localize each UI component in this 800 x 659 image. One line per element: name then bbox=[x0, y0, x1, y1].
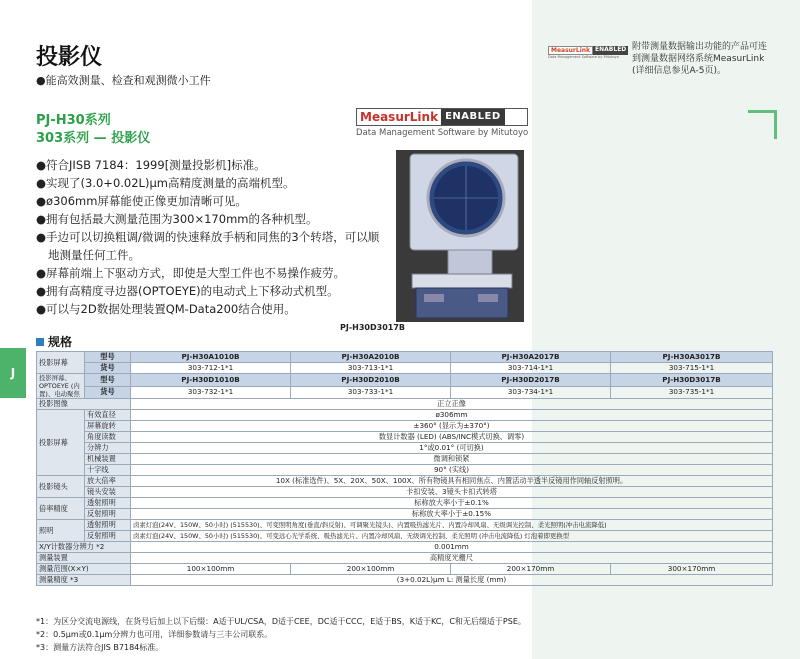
table-row bbox=[37, 509, 773, 520]
row-label: 测量范围(X×Y) bbox=[37, 564, 131, 575]
side-note bbox=[632, 41, 782, 77]
code-cell: 303-732-1*1 bbox=[131, 386, 291, 399]
feature-item: ●拥有包括最大测量范围为300×170mm的各种机型。 bbox=[36, 212, 318, 226]
row-label: 放大倍率 bbox=[85, 476, 131, 487]
side-note-line: (详细信息参见A-5页)。 bbox=[632, 66, 726, 76]
side-note-line: 到测量数据网络系统MeasurLink bbox=[632, 54, 765, 64]
row-value: 数显计数器 (LED) (ABS/INC模式切换、调零) bbox=[131, 432, 773, 443]
projector-illustration bbox=[396, 150, 524, 322]
feature-item: ●符合JISB 7184：1999[测量投影机]标准。 bbox=[36, 158, 266, 172]
profile-projector-image bbox=[396, 150, 524, 322]
row-value: 1°或0.01° (可切换) bbox=[131, 443, 773, 454]
row-label: 镜头安装 bbox=[85, 487, 131, 498]
row-value: 10X (标准选件)、5X、20X、50X、100X、所有物镜具有相同焦点、内置活动半透半反镜用作同轴反射照明。 bbox=[131, 476, 773, 487]
feature-item: ●可以与2D数据处理装置QM-Data200结合使用。 bbox=[36, 302, 296, 316]
page-subtitle: ●能高效测量、检查和观测微小工件 bbox=[36, 74, 211, 87]
code-cell: 303-713-1*1 bbox=[291, 363, 451, 374]
row-label: 有效直径 bbox=[85, 410, 131, 421]
row-value: 200×170mm bbox=[451, 564, 611, 575]
code-cell: 303-734-1*1 bbox=[451, 386, 611, 399]
row-value: ±360° (显示为±370°) bbox=[131, 421, 773, 432]
model-cell: PJ-H30A2010B bbox=[291, 352, 451, 363]
row-label: 角度读数 bbox=[85, 432, 131, 443]
row-label: 反射照明 bbox=[85, 509, 131, 520]
row-value: 100×100mm bbox=[131, 564, 291, 575]
table-row bbox=[37, 520, 773, 531]
footnote: *1：为区分交流电源线，在货号后加上以下后缀：A适于UL/CSA，D适于CEE，DC适于CCC，E适于BS，K适于KC，C和无后缀适于PSE。 bbox=[36, 617, 526, 626]
logo-tagline: Data Management Software by Mitutoyo bbox=[548, 55, 619, 59]
table-row bbox=[37, 443, 773, 454]
feature-item: ●手边可以切换粗调/微调的快速释放手柄和同焦的3个转塔，可以顺 bbox=[36, 230, 380, 244]
series-name: PJ-H30系列 bbox=[36, 113, 111, 128]
row-group-label: 照明 bbox=[37, 520, 85, 542]
row-value: 标称放大率小于±0.1% bbox=[131, 498, 773, 509]
spec-heading bbox=[36, 333, 72, 350]
measurlink-small-logo bbox=[548, 46, 627, 59]
code-cell: 303-733-1*1 bbox=[291, 386, 451, 399]
table-row bbox=[37, 553, 773, 564]
row-value: 微调和锁紧 bbox=[131, 454, 773, 465]
table-row bbox=[37, 454, 773, 465]
row-group-label: 投影屏幕 bbox=[37, 410, 85, 476]
row-label: 屏幕旋转 bbox=[85, 421, 131, 432]
row-value: 正立正像 bbox=[131, 399, 773, 410]
table-row bbox=[37, 410, 773, 421]
feature-item: 地测量任何工件。 bbox=[48, 248, 140, 262]
table-row bbox=[37, 542, 773, 553]
table-row bbox=[37, 465, 773, 476]
code-label: 货号 bbox=[85, 386, 131, 399]
table-row bbox=[37, 476, 773, 487]
model-cell: PJ-H30A2017B bbox=[451, 352, 611, 363]
row-value: 卡扣安装、3镜头卡扣式转塔 bbox=[131, 487, 773, 498]
side-note-line: 附带测量数据输出功能的产品可连 bbox=[632, 42, 768, 52]
model-label: 型号 bbox=[85, 352, 131, 363]
row-label: 反射照明 bbox=[85, 531, 131, 542]
page-title: 投影仪 bbox=[36, 45, 103, 70]
row-label: 测量精度 *3 bbox=[37, 575, 131, 586]
row-value: 0.001mm bbox=[131, 542, 773, 553]
row-value: 卤素灯泡(24V、150W、50小时) (515530)、可变照明角度(垂直/斜反射)、可调聚光镜头)、内置吸热滤光片、内置冷却风扇、无级调光控制、柔光照明(冲击电流降低) bbox=[131, 520, 773, 531]
row-value: 200×100mm bbox=[291, 564, 451, 575]
row-value: ø306mm bbox=[131, 410, 773, 421]
row-label: 机械装置 bbox=[85, 454, 131, 465]
row-value: 90° (实线) bbox=[131, 465, 773, 476]
row-label: 投影图像 bbox=[37, 399, 131, 410]
model-cell: PJ-H30D1010B bbox=[131, 374, 291, 387]
logo-brand: MeasurLink bbox=[357, 109, 441, 125]
row-value: 高精度光栅尺 bbox=[131, 553, 773, 564]
logo-badge: ENABLED bbox=[595, 46, 627, 53]
table-row bbox=[37, 374, 773, 387]
table-row bbox=[37, 564, 773, 575]
code-cell: 303-715-1*1 bbox=[611, 363, 773, 374]
table-row bbox=[37, 386, 773, 399]
row-value: 标称放大率小于±0.15% bbox=[131, 509, 773, 520]
series-name-sub: 303系列 — 投影仪 bbox=[36, 131, 151, 146]
footnote: *3：测量方法符合JIS B7184标准。 bbox=[36, 643, 164, 652]
feature-item: ●屏幕前端上下驱动方式，即使是大型工件也不易操作疲劳。 bbox=[36, 266, 346, 280]
logo-tagline: Data Management Software by Mitutoyo bbox=[356, 128, 529, 138]
row-group-label: 投影镜头 bbox=[37, 476, 85, 498]
row-label: 透射照明 bbox=[85, 498, 131, 509]
model-cell: PJ-H30D2010B bbox=[291, 374, 451, 387]
footnotes bbox=[36, 615, 776, 654]
row-label: 透射照明 bbox=[85, 520, 131, 531]
row-label: X/Y计数器分辨力 *2 bbox=[37, 542, 131, 553]
row-label: 分辨力 bbox=[85, 443, 131, 454]
row-label: 十字线 bbox=[85, 465, 131, 476]
section-tab: J bbox=[0, 348, 26, 398]
model-cell: PJ-H30A3017B bbox=[611, 352, 773, 363]
table-row bbox=[37, 531, 773, 542]
model-cell: PJ-H30D3017B bbox=[611, 374, 773, 387]
table-row bbox=[37, 421, 773, 432]
logo-badge: ENABLED bbox=[441, 109, 505, 125]
spec-table bbox=[36, 351, 773, 586]
measurlink-logo bbox=[356, 108, 528, 138]
square-bullet-icon bbox=[36, 338, 44, 346]
feature-item: ●拥有高精度寻边器(OPTOEYE)的电动式上下移动式机型。 bbox=[36, 284, 339, 298]
spec-group-label: 投影屏幕 bbox=[37, 352, 85, 374]
table-row bbox=[37, 487, 773, 498]
row-value: (3+0.02L)μm L: 测量长度 (mm) bbox=[131, 575, 773, 586]
code-cell: 303-735-1*1 bbox=[611, 386, 773, 399]
code-cell: 303-712-1*1 bbox=[131, 363, 291, 374]
logo-brand: MeasurLink bbox=[548, 46, 593, 55]
table-row bbox=[37, 363, 773, 374]
footnote: *2：0.5μm或0.1μm分辨力也可用，详细参数请与三丰公司联系。 bbox=[36, 630, 273, 639]
table-row bbox=[37, 575, 773, 586]
feature-list bbox=[36, 156, 406, 318]
photo-caption: PJ-H30D3017B bbox=[340, 323, 405, 332]
spec-heading-text: 规格 bbox=[48, 335, 73, 349]
model-cell: PJ-H30D2017B bbox=[451, 374, 611, 387]
row-group-label: 倍率精度 bbox=[37, 498, 85, 520]
model-label: 型号 bbox=[85, 374, 131, 387]
table-row bbox=[37, 432, 773, 443]
row-value: 卤素灯泡(24V、150W、50小时) (515530)、可变远心光学系统、吸热滤光片、内置冷却风扇、无级调光控制、柔光照明 (冲击电流降低) 灯泡着即更换型 bbox=[131, 531, 773, 542]
row-value: 300×170mm bbox=[611, 564, 773, 575]
code-label: 货号 bbox=[85, 363, 131, 374]
model-cell: PJ-H30A1010B bbox=[131, 352, 291, 363]
table-row bbox=[37, 399, 773, 410]
table-row bbox=[37, 352, 773, 363]
code-cell: 303-714-1*1 bbox=[451, 363, 611, 374]
spec-group-label: 投影屏幕、OPTOEYE (内置)、电动聚焦 bbox=[37, 374, 85, 399]
feature-item: ●ø306mm屏幕能使正像更加清晰可见。 bbox=[36, 194, 247, 208]
feature-item: ●实现了(3.0+0.02L)μm高精度测量的高端机型。 bbox=[36, 176, 295, 190]
table-row bbox=[37, 498, 773, 509]
corner-bracket-icon bbox=[748, 110, 777, 139]
row-label: 测量装置 bbox=[37, 553, 131, 564]
